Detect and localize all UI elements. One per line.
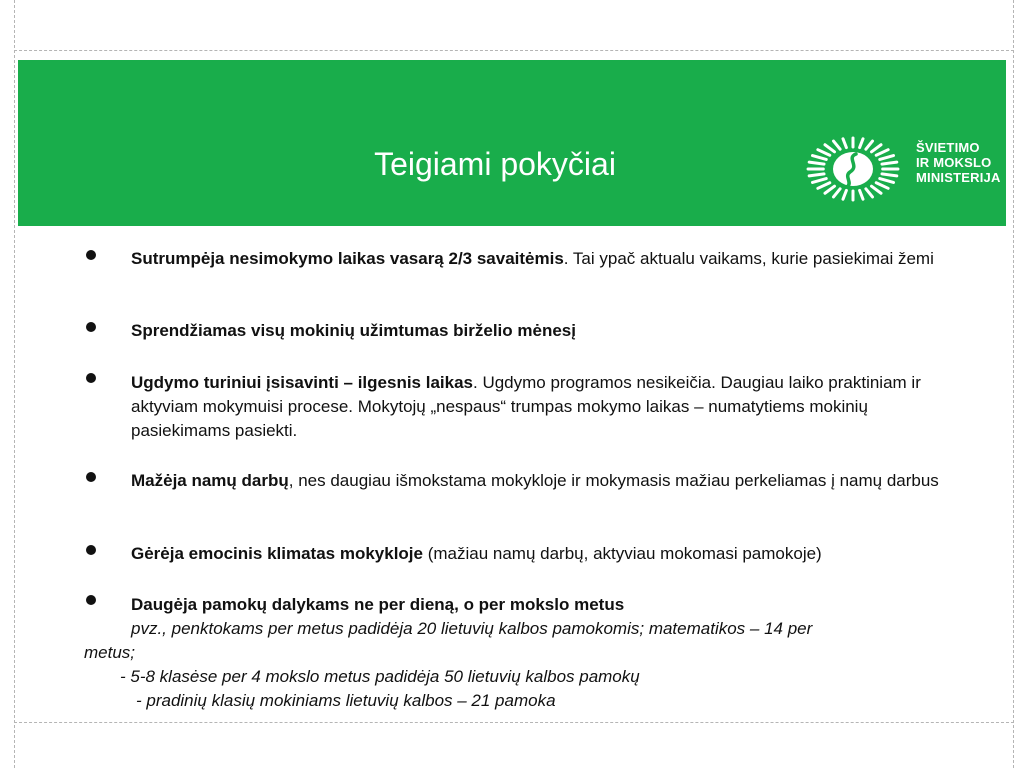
- logo-line-3: MINISTERIJA: [916, 170, 1001, 185]
- sun-ray: [818, 183, 830, 189]
- sun-ray: [876, 183, 888, 189]
- sub-line-example: pvz., penktokams per metus padidėja 20 lietuvių kalbos pamokomis; matematikos – 14 per: [131, 619, 813, 638]
- sun-ray: [866, 189, 873, 197]
- bullet-dot-icon: [86, 322, 96, 332]
- sub-line-primary: - pradinių klasių mokiniams lietuvių kalbos – 21 pamoka: [136, 691, 556, 710]
- bullet-rest: . Ugdymo programos nesikeičia. Daugiau laiko praktiniam ir aktyviam mokymuisi procese. Mokytojų „nespaus“ trumpas mokymo laikas – numatytiems mokinių pasiekimams pasiekti.: [131, 373, 921, 440]
- bullet-rest: , nes daugiau išmokstama mokykloje ir mokymasis mažiau perkeliamas į namų darbus: [288, 471, 939, 490]
- sub-line-grades-5-8: - 5-8 klasėse per 4 mokslo metus padidėja 50 lietuvių kalbos pamokų: [120, 667, 640, 686]
- bullet-bold: Gėrėja emocinis klimatas mokykloje: [131, 544, 423, 563]
- bullet-text: [131, 247, 961, 271]
- bullet-bold: Sprendžiamas visų mokinių užimtumas birželio mėnesį: [131, 321, 576, 340]
- sun-ray: [860, 190, 863, 199]
- bullet-rest: . Tai ypač aktualu vaikams, kurie pasiekimai žemi: [563, 249, 934, 268]
- logo-line-1: ŠVIETIMO: [916, 140, 980, 155]
- bullet-dot-icon: [86, 595, 96, 605]
- slide-guide-top: [14, 50, 1014, 51]
- bullet-dot-icon: [86, 545, 96, 555]
- slide-title: Teigiami pokyčiai: [374, 146, 616, 182]
- slide-guide-right: [1013, 0, 1014, 768]
- bullet-text: [131, 593, 961, 617]
- bullet-bold: Ugdymo turiniui įsisavinti – ilgesnis laikas: [131, 373, 473, 392]
- sun-ray: [872, 186, 882, 193]
- bullet-text: [131, 469, 961, 493]
- bullet-dot-icon: [86, 250, 96, 260]
- bullet-dot-icon: [86, 472, 96, 482]
- sun-ray: [843, 190, 846, 199]
- bullet-text: [131, 542, 961, 566]
- logo-line-2: IR MOKSLO: [916, 155, 992, 170]
- bullet-bold: Sutrumpėja nesimokymo laikas vasarą 2/3 savaitėmis: [131, 249, 564, 268]
- bullet-text: [131, 319, 961, 343]
- bullet-text: [131, 371, 961, 443]
- header-banner: [18, 60, 1006, 226]
- bullet-rest: (mažiau namų darbų, aktyviau mokomasi pamokoje): [422, 544, 822, 563]
- slide-guide-left: [14, 0, 15, 768]
- bullet-dot-icon: [86, 373, 96, 383]
- slide-guide-bottom: [14, 722, 1014, 723]
- sub-line-example-cont: metus;: [84, 643, 136, 662]
- sun-ray: [825, 186, 835, 193]
- sun-ray: [833, 189, 840, 197]
- bullet-bold: Mažėja namų darbų: [131, 471, 289, 490]
- bullet-bold: Daugėja pamokų dalykams ne per dieną, o per mokslo metus: [131, 595, 625, 614]
